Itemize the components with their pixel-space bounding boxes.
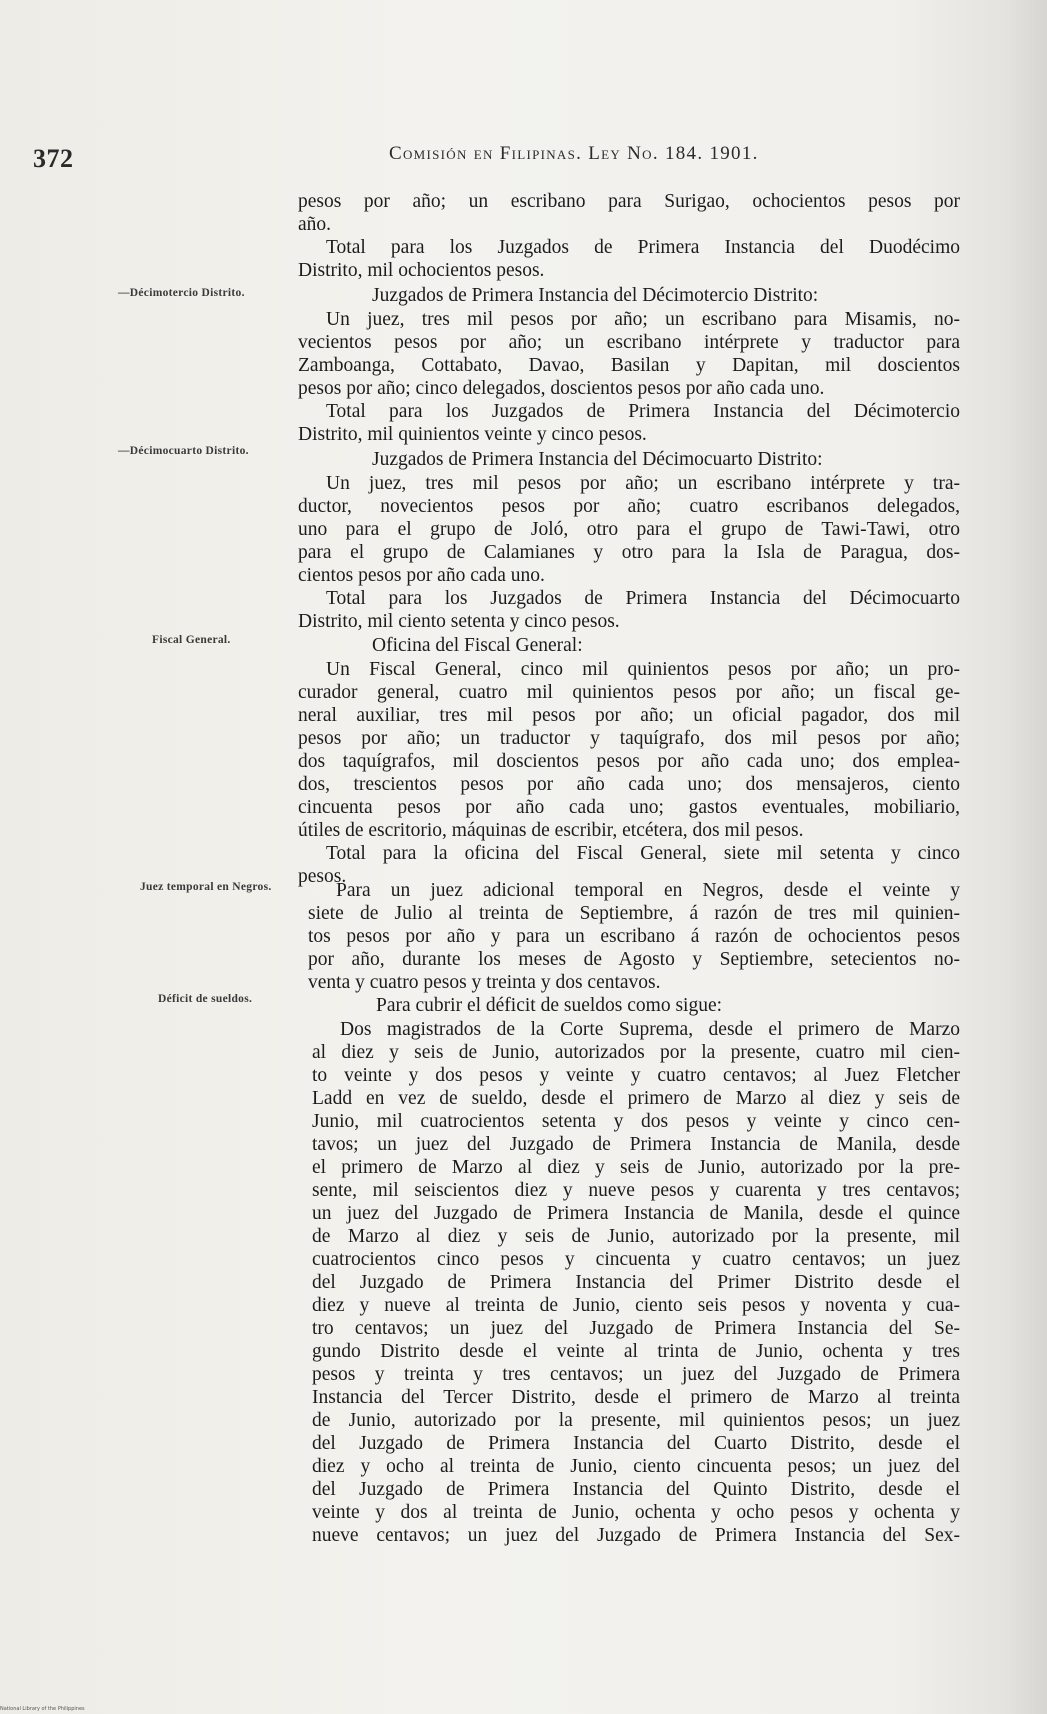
text-line: venta y cuatro pesos y treinta y dos centavos. bbox=[308, 972, 661, 993]
text-line: tos pesos por año y para un escribano á razón de ochocientos pesos bbox=[308, 926, 960, 947]
text-line: útiles de escritorio, máquinas de escribir, etcétera, dos mil pesos. bbox=[298, 820, 804, 841]
section-heading: Oficina del Fiscal General: bbox=[372, 635, 583, 656]
text-line: Total para la oficina del Fiscal General, siete mil setenta y cinco bbox=[326, 843, 960, 864]
margin-note: —Décimotercio Distrito. bbox=[118, 287, 245, 299]
text-line: nueve centavos; un juez del Juzgado de Primera Instancia del Sex- bbox=[312, 1525, 960, 1546]
text-line: vecientos pesos por año; un escribano intérprete y traductor para bbox=[298, 332, 960, 353]
text-line: dos taquígrafos, mil doscientos pesos por año cada uno; dos emplea- bbox=[298, 751, 960, 772]
text-line: pesos por año; un traductor y taquígrafo, dos mil pesos por año; bbox=[298, 728, 960, 749]
text-line: Ladd en vez de sueldo, desde el primero de Marzo al diez y seis de bbox=[312, 1088, 960, 1109]
text-line: diez y ocho al treinta de Junio, ciento cincuenta pesos; un juez del bbox=[312, 1456, 960, 1477]
text-line: un juez del Juzgado de Primera Instancia de Manila, desde el quince bbox=[312, 1203, 960, 1224]
text-line: año. bbox=[298, 214, 332, 235]
text-line: Para un juez adicional temporal en Negros, desde el veinte y bbox=[336, 880, 960, 901]
section-heading: Para cubrir el déficit de sueldos como sigue: bbox=[376, 995, 723, 1016]
text-line: de Marzo al diez y seis de Junio, autorizado por la presente, mil bbox=[312, 1226, 960, 1247]
text-line: cientos pesos por año cada uno. bbox=[298, 565, 545, 586]
text-line: Total para los Juzgados de Primera Instancia del Duodécimo bbox=[326, 237, 960, 258]
text-line: dos, trescientos pesos por año cada uno; dos mensajeros, ciento bbox=[298, 774, 960, 795]
text-line: Instancia del Tercer Distrito, desde el primero de Marzo al treinta bbox=[312, 1387, 960, 1408]
section-heading: Juzgados de Primera Instancia del Décimotercio Distrito: bbox=[372, 285, 819, 306]
margin-note: Déficit de sueldos. bbox=[158, 993, 253, 1005]
text-line: pesos por año; cinco delegados, doscientos pesos por año cada uno. bbox=[298, 378, 825, 399]
text-line: del Juzgado de Primera Instancia del Cuarto Distrito, desde el bbox=[312, 1433, 960, 1454]
text-line: neral auxiliar, tres mil pesos por año; un oficial pagador, dos mil bbox=[298, 705, 960, 726]
text-line: pesos por año; un escribano para Surigao, ochocientos pesos por bbox=[298, 191, 960, 212]
text-line: Dos magistrados de la Corte Suprema, desde el primero de Marzo bbox=[340, 1019, 960, 1040]
text-line: cincuenta pesos por año cada uno; gastos eventuales, mobiliario, bbox=[298, 797, 960, 818]
text-line: pesos y treinta y tres centavos; un juez del Juzgado de Primera bbox=[312, 1364, 960, 1385]
text-line: Total para los Juzgados de Primera Instancia del Décimocuarto bbox=[326, 588, 960, 609]
text-line: al diez y seis de Junio, autorizados por la presente, cuatro mil cien- bbox=[312, 1042, 960, 1063]
text-line: veinte y dos al treinta de Junio, ochenta y ocho pesos y ochenta y bbox=[312, 1502, 960, 1523]
text-line: curador general, cuatro mil quinientos pesos por año; un fiscal ge- bbox=[298, 682, 960, 703]
text-line: por año, durante los meses de Agosto y Septiembre, setecientos no- bbox=[308, 949, 960, 970]
text-line: cuatrocientos cinco pesos y cincuenta y cuatro centavos; un juez bbox=[312, 1249, 960, 1270]
text-line: sente, mil seiscientos diez y nueve pesos y cuarenta y tres centavos; bbox=[312, 1180, 960, 1201]
margin-note: Juez temporal en Negros. bbox=[140, 881, 272, 893]
page-number: 372 bbox=[33, 144, 74, 173]
text-line: gundo Distrito desde el veinte al trinta de Junio, ochenta y tres bbox=[312, 1341, 960, 1362]
text-line: Zamboanga, Cottabato, Davao, Basilan y Dapitan, mil doscientos bbox=[298, 355, 960, 376]
text-line: uno para el grupo de Joló, otro para el grupo de Tawi-Tawi, otro bbox=[298, 519, 960, 540]
running-header: Comisión en Filipinas. Ley No. 184. 1901. bbox=[389, 143, 759, 164]
text-line: diez y nueve al treinta de Junio, ciento seis pesos y noventa y cua- bbox=[312, 1295, 960, 1316]
text-line: para el grupo de Calamianes y otro para la Isla de Paragua, dos- bbox=[298, 542, 960, 563]
text-line: el primero de Marzo al diez y seis de Junio, autorizado por la pre- bbox=[312, 1157, 960, 1178]
margin-note: —Décimocuarto Distrito. bbox=[118, 445, 249, 457]
text-line: ductor, novecientos pesos por año; cuatro escribanos delegados, bbox=[298, 496, 960, 517]
text-line: to veinte y dos pesos y veinte y cuatro centavos; al Juez Fletcher bbox=[312, 1065, 960, 1086]
text-line: pesos. bbox=[298, 866, 347, 887]
text-line: Junio, mil cuatrocientos setenta y dos pesos y veinte y cinco cen- bbox=[312, 1111, 960, 1132]
margin-note: Fiscal General. bbox=[152, 634, 231, 646]
text-line: Total para los Juzgados de Primera Instancia del Décimotercio bbox=[326, 401, 960, 422]
text-line: Distrito, mil ciento setenta y cinco pesos. bbox=[298, 611, 620, 632]
text-line: siete de Julio al treinta de Septiembre, á razón de tres mil quinien- bbox=[308, 903, 960, 924]
footer-credit: National Library of the Philippines bbox=[0, 1706, 85, 1712]
text-line: Un juez, tres mil pesos por año; un escribano intérprete y tra- bbox=[326, 473, 960, 494]
text-line: Distrito, mil ochocientos pesos. bbox=[298, 260, 545, 281]
text-line: tavos; un juez del Juzgado de Primera Instancia de Manila, desde bbox=[312, 1134, 960, 1155]
text-line: tro centavos; un juez del Juzgado de Primera Instancia del Se- bbox=[312, 1318, 960, 1339]
text-line: Un juez, tres mil pesos por año; un escribano para Misamis, no- bbox=[326, 309, 960, 330]
text-line: del Juzgado de Primera Instancia del Primer Distrito desde el bbox=[312, 1272, 960, 1293]
text-line: Distrito, mil quinientos veinte y cinco pesos. bbox=[298, 424, 647, 445]
text-line: del Juzgado de Primera Instancia del Quinto Distrito, desde el bbox=[312, 1479, 960, 1500]
section-heading: Juzgados de Primera Instancia del Décimocuarto Distrito: bbox=[372, 449, 823, 470]
text-line: de Junio, autorizado por la presente, mil quinientos pesos; un juez bbox=[312, 1410, 960, 1431]
text-line: Un Fiscal General, cinco mil quinientos pesos por año; un pro- bbox=[326, 659, 960, 680]
